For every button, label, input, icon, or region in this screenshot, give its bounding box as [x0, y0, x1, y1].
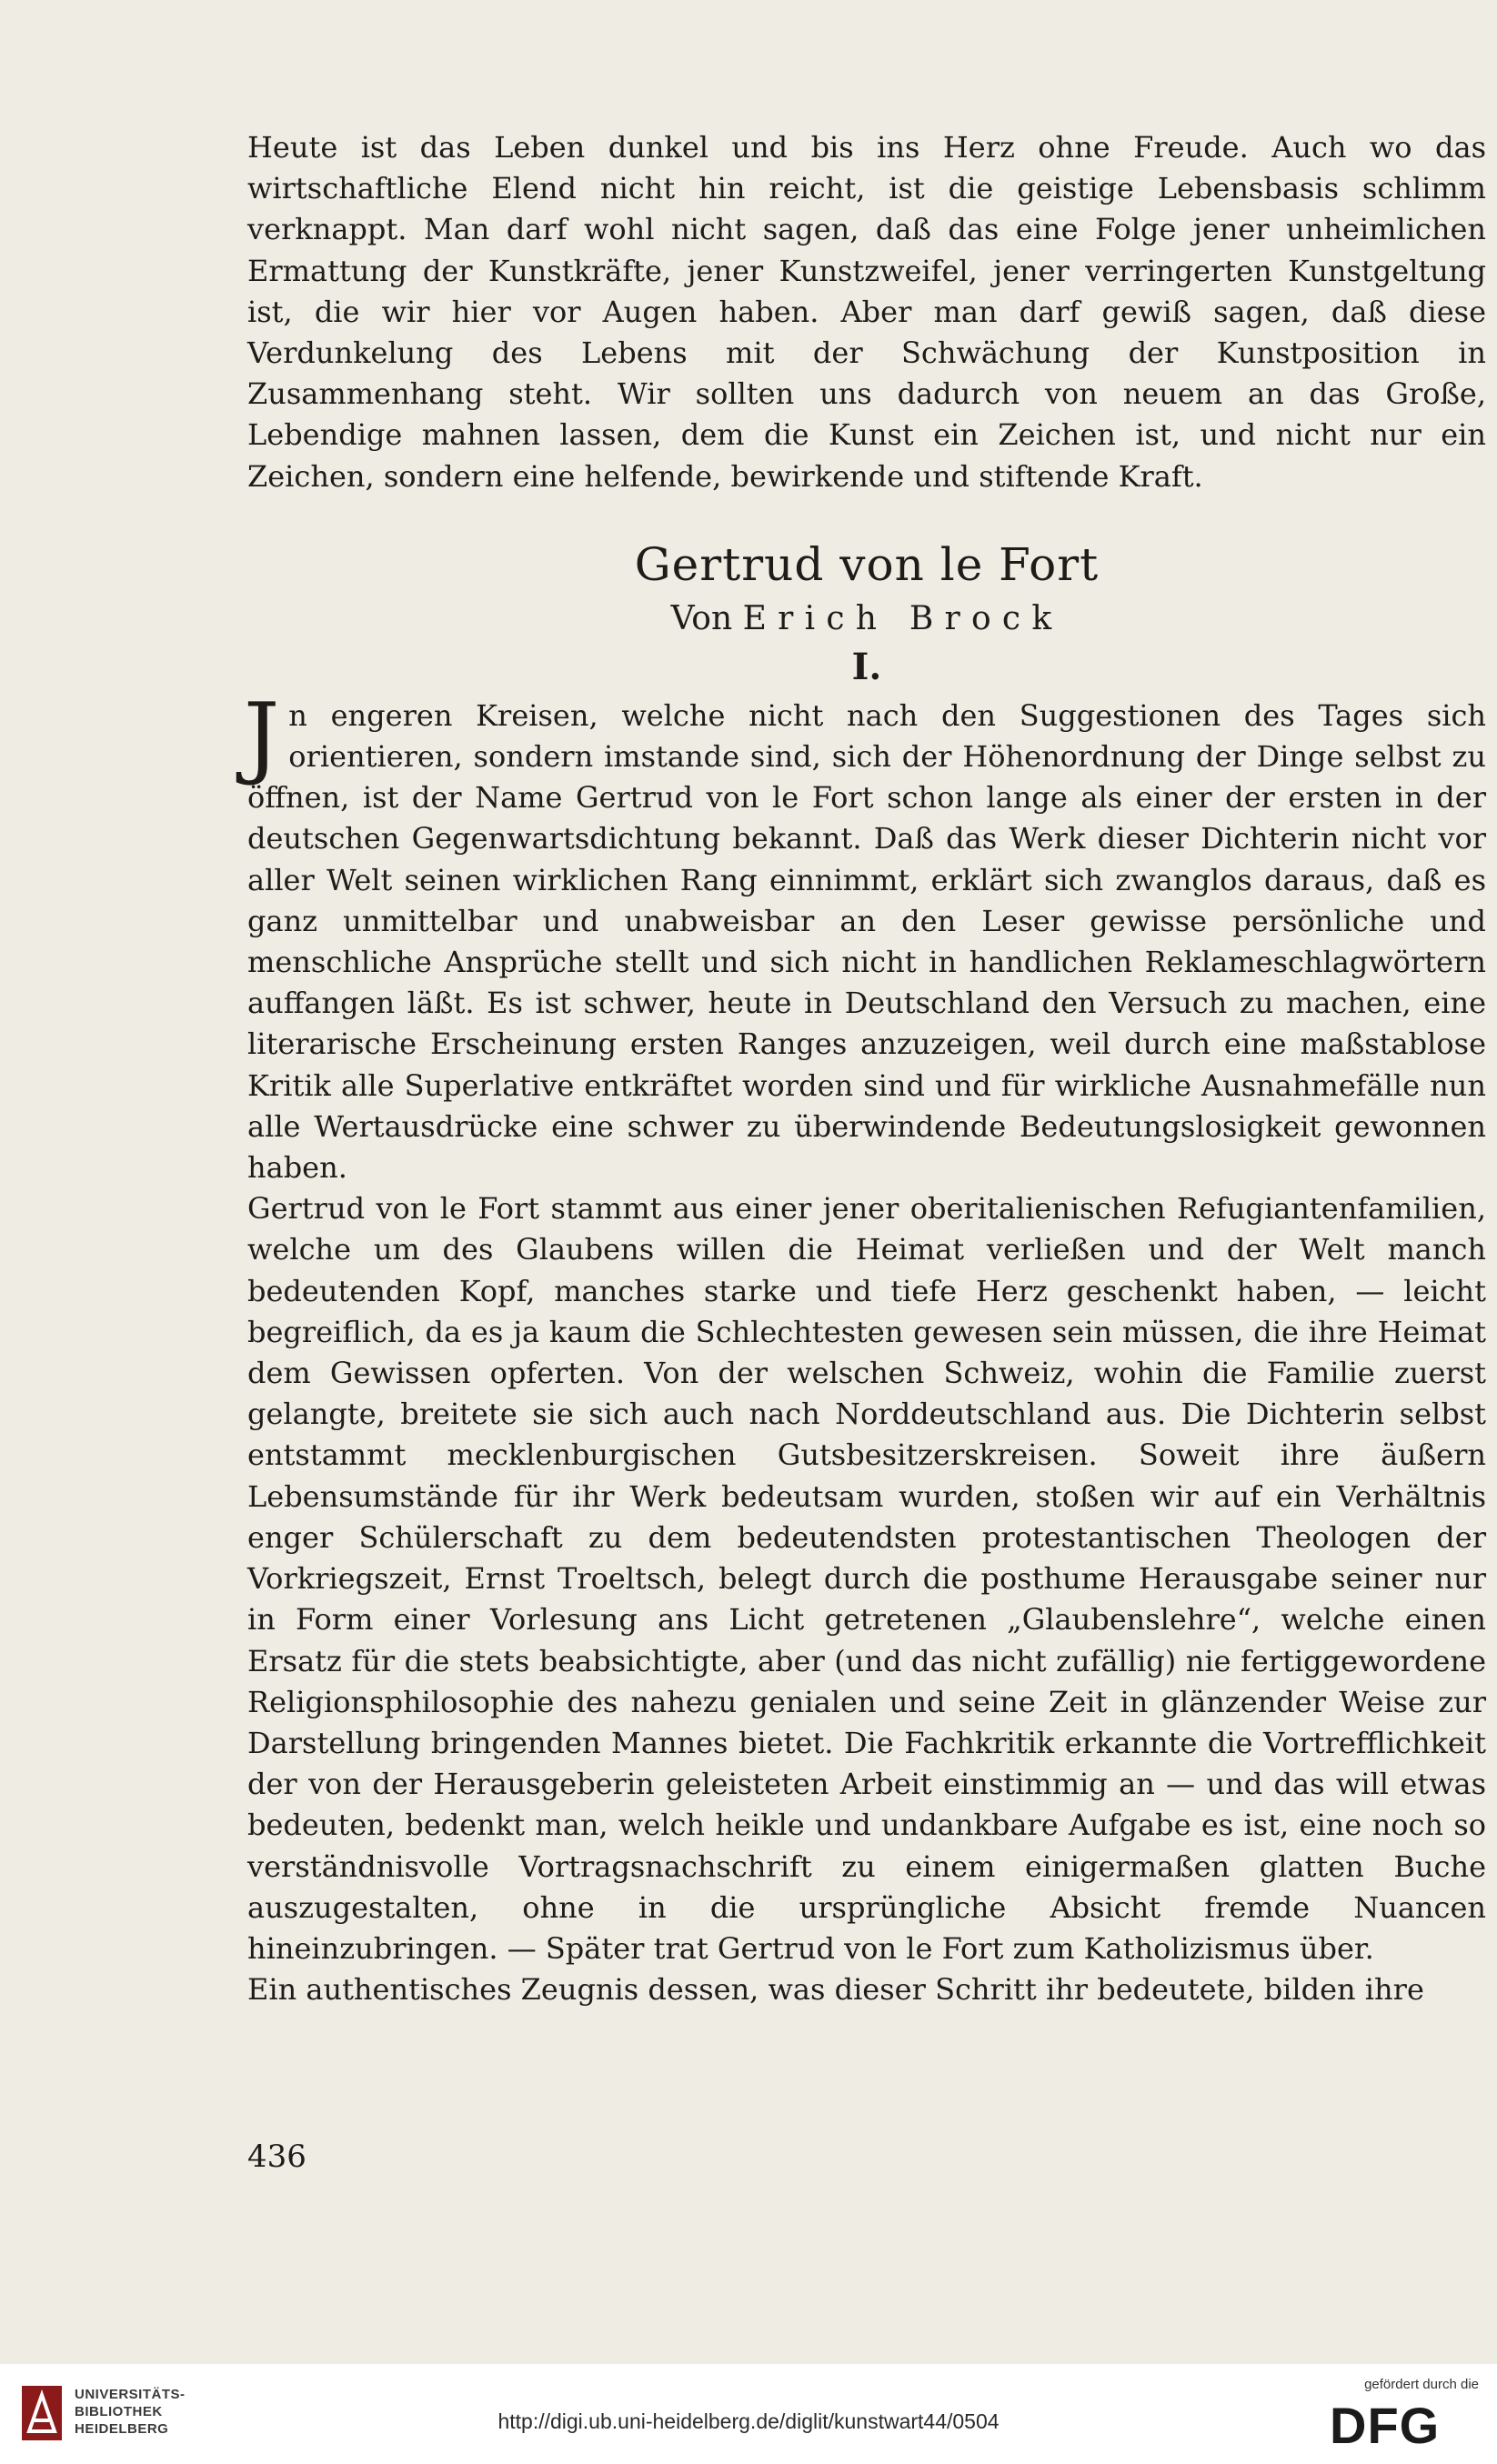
paragraph-3: Ein authentisches Zeugnis dessen, was dieser Schritt ihr bedeutete, bilden ihre — [247, 1972, 1424, 2008]
drop-cap: J — [244, 684, 280, 788]
source-url-link[interactable]: http://digi.ub.uni-heidelberg.de/diglit/kunstwart44/0504 — [497, 2409, 1000, 2433]
footer-bar — [0, 2364, 1497, 2464]
intro-paragraph: Heute ist das Leben dunkel und bis ins Herz ohne Freude. Auch wo das wirtschaftliche Elend nicht hin reicht, ist die geistige Lebensbasis schlimm verknappt. Man darf wohl nicht sagen, daß das eine Folge jener unheimlichen Ermattung der Kunstkräfte, jener Kunstzweifel, jener verringerten Kunstgeltung ist, die wir hier vor Augen haben. Aber man darf gewiß sagen, daß diese Verdunkelung des Lebens mit der Schwächung der Kunstposition in Zusammenhang steht. Wir sollten uns dadurch von neuem an das Große, Lebendige mahnen lassen, dem die Kunst ein Zeichen ist, und nicht nur ein Zeichen, sondern eine helfende, bewirkende und stiftende Kraft. — [247, 130, 1486, 494]
article-byline — [247, 597, 1486, 641]
paragraph-1 — [244, 684, 1486, 1188]
article-title: Gertrud von le Fort — [634, 537, 1100, 591]
library-name-line-2: BIBLIOTHEK — [75, 2404, 163, 2419]
library-name-line-3: HEIDELBERG — [75, 2421, 169, 2437]
dfg-logo: DFG — [1330, 2397, 1441, 2454]
byline-prefix: Von — [670, 599, 733, 637]
page-number: 436 — [247, 2138, 306, 2175]
funding-label: gefördert durch die — [1364, 2377, 1479, 2392]
paragraph-1-body: n engeren Kreisen, welche nicht nach den Suggestionen des Tages sich orientieren, sondern imstande sind, sich der Höhenordnung der Dinge selbst zu öffnen, ist der Name Gertrud von le Fort schon lange als einer der ersten in der deutschen Gegenwartsdichtung bekannt. Daß das Werk dieser Dichterin nicht vor aller Welt seinen wirklichen Rang einnimmt, erklärt sich zwanglos daraus, daß es ganz unmittelbar und unabweisbar an den Leser gewisse persönliche und menschliche Ansprüche stellt und sich nicht in handlichen Reklameschlagwörtern auffangen läßt. Es ist schwer, heute in Deutschland den Versuch zu machen, eine literarische Erscheinung ersten Ranges anzuzeigen, weil durch eine maßstablose Kritik alle Superlative entkräftet worden sind und für wirkliche Ausnahmefälle nun alle Wertausdrücke eine schwer zu überwindende Bedeutungslosigkeit gewonnen haben. — [247, 697, 1486, 1186]
text-column — [244, 127, 1486, 2010]
paragraph-2: Gertrud von le Fort stammt aus einer jener oberitalienischen Refugiantenfamilien, welche um des Glaubens willen die Heimat verließen und der Welt manch bedeutenden Kopf, manches starke und tiefe Herz geschenkt haben, — leicht begreiflich, da es ja kaum die Schlechtesten gewesen sein müssen, die ihre Heimat dem Gewissen opferten. Von der welschen Schweiz, wohin die Familie zuerst gelangte, breitete sie sich auch nach Norddeutschland aus. Die Dichterin selbst entstammt mecklenburgischen Gutsbesitzerskreisen. Soweit ihre äußern Lebensumstände für ihr Werk bedeutsam wurden, stoßen wir auf ein Verhältnis enger Schülerschaft zu dem bedeutendsten protestantischen Theologen der Vorkriegszeit, Ernst Troeltsch, belegt durch die posthume Herausgabe seiner nur in Form einer Vorlesung ans Licht getretenen „Glaubenslehre“, welche einen Ersatz für die stets beabsichtigte, aber (und das nicht zufällig) nie fertiggewordene Religionsphilosophie des nahezu genialen und seine Zeit in glänzender Weise zur Darstellung bringenden Mannes bietet. Die Fachkritik erkannte die Vortrefflichkeit der von der Herausgeberin geleisteten Arbeit einstimmig an — und das will etwas bedeuten, bedenkt man, welch heikle und undankbare Aufgabe es ist, eine noch so verständnisvolle Vortragsnachschrift zu einem einigermaßen glatten Buche auszugestalten, ohne in die ursprüngliche Absicht fremde Nuancen hineinzubringen. — Später trat Gertrud von le Fort zum Katholizismus über. — [247, 1191, 1486, 1966]
section-number: I. — [851, 645, 882, 688]
library-name-line-1: UNIVERSITÄTS- — [75, 2387, 186, 2402]
author-name: Erich Brock — [742, 599, 1063, 637]
